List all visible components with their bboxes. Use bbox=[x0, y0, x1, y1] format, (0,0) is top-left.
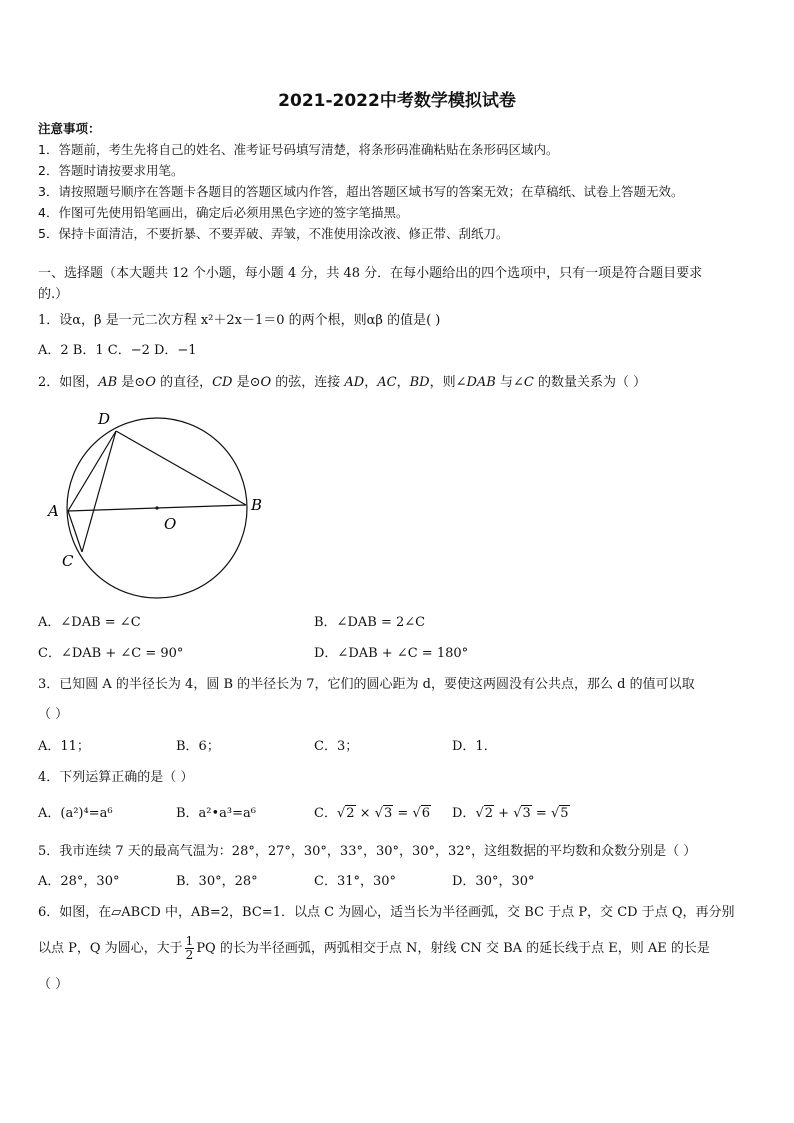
section-heading-cont: 的.） bbox=[38, 287, 69, 302]
note-item: 3．请按照题号顺序在答题卡各题目的答题区域内作答，超出答题区域书写的答案无效；在草稿纸、试卷上答题无效。 bbox=[38, 184, 684, 199]
q2-option-c: C．∠DAB + ∠C = 90° bbox=[38, 646, 184, 661]
note-item: 2．答题时请按要求用笔。 bbox=[38, 163, 184, 178]
q5-option-b: B．30°，28° bbox=[176, 874, 258, 889]
notes-heading: 注意事项： bbox=[38, 121, 101, 136]
q4-option-c: C．√2 × √3 = √6 bbox=[314, 806, 431, 821]
label-o: O bbox=[164, 515, 177, 533]
section-heading: 一、选择题（本大题共 12 个小题，每小题 4 分，共 48 分．在每小题给出的四个选项中，只有一项是符合题目要求 bbox=[38, 266, 703, 281]
label-b: B bbox=[251, 496, 263, 514]
label-d: D bbox=[98, 410, 111, 428]
q3-option-a: A．11； bbox=[38, 739, 90, 754]
q2-option-d: D．∠DAB + ∠C = 180° bbox=[314, 646, 469, 661]
q6-stem-line1: 6．如图，在▱ABCD 中，AB=2，BC=1．以点 C 为圆心，适当长为半径画弧，交 BC 于点 P，交 CD 于点 Q，再分别 bbox=[38, 905, 735, 920]
q4-option-b: B．a²•a³=a⁶ bbox=[176, 806, 256, 821]
q4-option-a: A．(a²)⁴=a⁶ bbox=[38, 806, 113, 821]
q3-stem: 3．已知圆 A 的半径长为 4，圆 B 的半径长为 7，它们的圆心距为 d，要使这两圆没有公共点，那么 d 的值可以取 bbox=[38, 677, 695, 692]
q5-option-a: A．28°，30° bbox=[38, 874, 120, 889]
label-c: C bbox=[62, 552, 74, 570]
note-item: 4．作图可先使用铅笔画出，确定后必须用黑色字迹的签字笔描黑。 bbox=[38, 205, 409, 220]
q5-stem: 5．我市连续 7 天的最高气温为：28°，27°，30°，33°，30°，30°，32°，这组数据的平均数和众数分别是（ ） bbox=[38, 844, 697, 859]
q3-option-b: B．6； bbox=[176, 739, 220, 754]
q2-circle-figure bbox=[40, 402, 280, 602]
note-item: 1．答题前，考生先将自己的姓名、准考证号码填写清楚，将条形码准确粘贴在条形码区域内。 bbox=[38, 142, 559, 157]
q3-option-d: D．1． bbox=[452, 739, 497, 754]
q2-stem: 2．如图，AB 是⊙O 的直径，CD 是⊙O 的弦，连接 AD，AC，BD，则∠DAB 与∠C 的数量关系为（ ） bbox=[38, 375, 647, 390]
page-title: 2021-2022中考数学模拟试卷 bbox=[278, 91, 516, 111]
label-a: A bbox=[48, 502, 59, 520]
q3-paren: （ ） bbox=[38, 707, 69, 722]
q3-option-c: C．3； bbox=[314, 739, 359, 754]
chord-bd bbox=[116, 431, 246, 505]
q5-option-d: D．30°，30° bbox=[452, 874, 535, 889]
chord-cd bbox=[82, 431, 116, 552]
q2-option-b: B．∠DAB = 2∠C bbox=[314, 615, 426, 630]
q2-option-a: A．∠DAB = ∠C bbox=[38, 615, 141, 630]
center-point bbox=[155, 506, 158, 509]
q1-stem: 1．设α，β 是一元二次方程 x²＋2x－1＝0 的两个根，则αβ 的值是( ) bbox=[38, 313, 441, 328]
q5-option-c: C．31°，30° bbox=[314, 874, 397, 889]
q1-options: A．2 B．1 C．−2 D．−1 bbox=[38, 343, 197, 358]
q6-paren: （ ） bbox=[38, 977, 69, 992]
q6-stem-line2: 以点 P，Q 为圆心，大于 $\frac{1}{2}$ PQ 的长为半径画弧，两弧相交于点 N，射线 CN 交 BA 的延长线于点 E，则 AE 的长是 bbox=[38, 934, 710, 962]
fraction-one-half: $\frac{1}{2}$ bbox=[185, 934, 194, 962]
q4-stem: 4．下列运算正确的是（ ） bbox=[38, 770, 194, 785]
note-item: 5．保持卡面清洁，不要折暴、不要弄破、弄皱，不准使用涂改液、修正带、刮纸刀。 bbox=[38, 226, 509, 241]
q4-option-d: D．√2 + √3 = √5 bbox=[452, 806, 569, 821]
